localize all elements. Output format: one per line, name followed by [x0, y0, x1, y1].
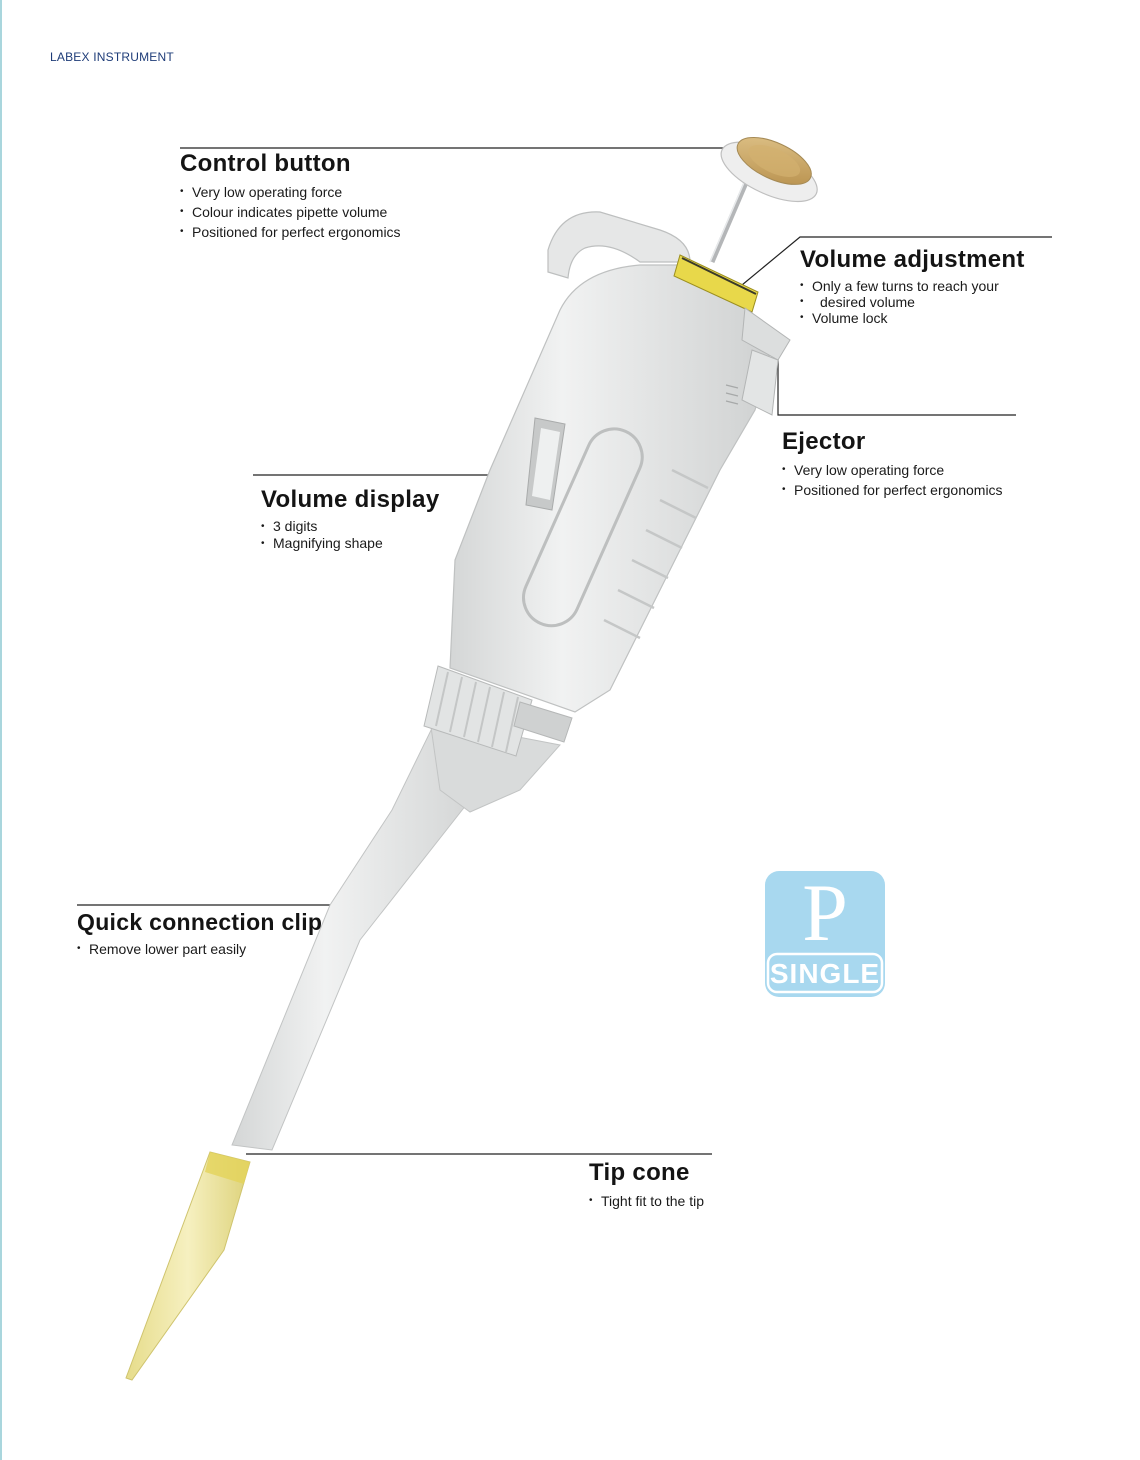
p-single-badge — [764, 870, 886, 998]
pipette-handle — [450, 265, 770, 712]
callout-point-continued: • desired volume — [800, 294, 1025, 310]
callout-point: • Remove lower part easily — [77, 939, 322, 959]
plunger-rod — [712, 178, 748, 262]
callout-point: • Only a few turns to reach your — [800, 278, 1025, 294]
brand-label: LABEX INSTRUMENT — [50, 50, 174, 64]
callout-point: • Very low operating force — [782, 460, 1003, 480]
badge-label: SINGLE — [769, 958, 881, 989]
callout-title: Volume display — [261, 486, 440, 513]
callout-point: • Positioned for perfect ergonomics — [180, 222, 401, 242]
callout-point: • Volume lock — [800, 310, 1025, 326]
callout-point: • Positioned for perfect ergonomics — [782, 480, 1003, 500]
callout-point: • Magnifying shape — [261, 535, 439, 552]
callout-title: Quick connection clip — [77, 909, 323, 935]
control-button-knob — [713, 123, 829, 214]
callout-title: Volume adjustment — [800, 246, 1025, 273]
callout-title: Control button — [180, 150, 351, 177]
callout-tip-cone — [589, 1159, 704, 1211]
badge-letter: P — [802, 870, 848, 958]
callout-point: • Very low operating force — [180, 182, 401, 202]
callout-title: Tip cone — [589, 1159, 690, 1186]
pipette-tip — [126, 1152, 250, 1380]
callout-quick-connection-clip — [77, 909, 322, 959]
callout-point: • Colour indicates pipette volume — [180, 202, 401, 222]
callout-title: Ejector — [782, 428, 866, 455]
leader-ejector — [778, 347, 1016, 415]
callout-point: • Tight fit to the tip — [589, 1191, 704, 1211]
callout-point: • 3 digits — [261, 518, 439, 535]
callout-volume-adjustment — [800, 246, 1025, 326]
callout-control-button — [180, 150, 401, 242]
callout-ejector — [782, 428, 1003, 500]
callout-volume-display — [261, 486, 439, 552]
